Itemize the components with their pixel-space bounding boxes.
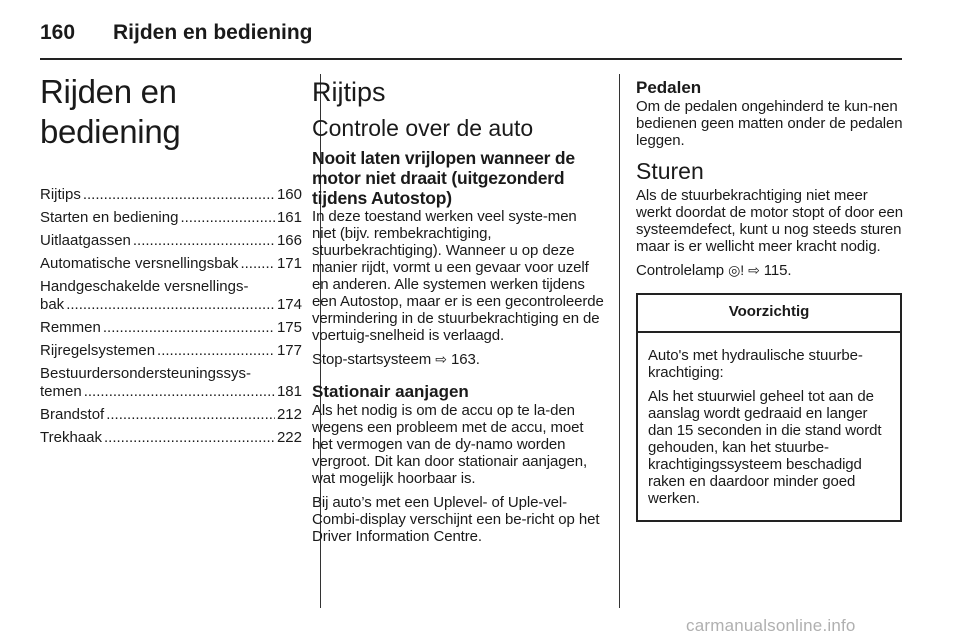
- page-header: [40, 18, 900, 52]
- page-number: 160: [40, 21, 76, 44]
- topic-heading-pedalen: Pedalen: [636, 78, 702, 97]
- toc-entry-label: bak: [40, 296, 65, 313]
- toc-entry[interactable]: [40, 319, 302, 337]
- page-arrow-icon: ⇨: [435, 351, 447, 367]
- toc-entry[interactable]: [40, 278, 302, 314]
- toc-entry-label-line1: Bestuurdersondersteuningssys-: [40, 365, 251, 382]
- chapter-title: Rijden en bediening: [40, 73, 181, 150]
- toc-leader-dots: [66, 296, 275, 314]
- toc-entry[interactable]: [40, 429, 302, 447]
- subsection-heading-sturen: Sturen: [636, 158, 704, 184]
- running-section-title: Rijden en bediening: [113, 21, 313, 44]
- subsection-heading-controle: Controle over de auto: [312, 115, 534, 141]
- toc-entry-label: Brandstof: [40, 406, 105, 423]
- toc-entry[interactable]: [40, 186, 302, 204]
- caution-title: Voorzichtig: [638, 295, 900, 333]
- toc-leader-dots: [133, 232, 275, 250]
- caution-paragraph-2: Als het stuurwiel geheel tot aan de aanslag wordt gedraaid en langer dan 15 seconden in die stand wordt gehouden, kan het stuurbe-krachtigingssysteem beschadigd raken en daardoor minder goed werken.: [648, 388, 882, 507]
- column-divider-2: [619, 74, 620, 608]
- toc-entry[interactable]: [40, 255, 302, 273]
- toc-entry-page: 212: [276, 406, 302, 423]
- toc-entry-label: Remmen: [40, 319, 101, 336]
- toc-entry[interactable]: [40, 365, 302, 401]
- toc-leader-dots: [104, 429, 275, 447]
- toc-leader-dots: [157, 342, 275, 360]
- toc-entry-row: [40, 406, 302, 424]
- paragraph-display: Bij auto’s met een Uplevel- of Uple-vel-Combi-display verschijnt een be-richt op het Driver Information Centre.: [312, 494, 600, 545]
- paragraph-sturen: Als de stuurbekrachtiging niet meer werkt doordat de motor stopt of door een systeemdefect, kunt u nog steeds sturen maar is er wellicht meer kracht nodig.: [636, 187, 903, 255]
- toc-entry-page: 222: [276, 429, 302, 446]
- toc-entry-row: [40, 186, 302, 204]
- toc-entry-page: 161: [276, 209, 302, 226]
- toc-entry-row: [40, 255, 302, 273]
- toc-leader-dots: [83, 186, 275, 204]
- paragraph-pedalen: Om de pedalen ongehinderd te kun-nen bedienen geen matten onder de pedalen leggen.: [636, 98, 903, 149]
- paragraph-stationair: Als het nodig is om de accu op te la-den wegens een probleem met de accu, moet het vermogen van de dy-namo worden vergroot. Dit kan door stationair aanjagen, wat mogelijk hoorbaar is.: [312, 402, 588, 487]
- toc-entry-label: temen: [40, 383, 82, 400]
- toc-entry-page: 177: [276, 342, 302, 359]
- toc-leader-dots: [106, 406, 275, 424]
- toc-entry-row: [40, 209, 302, 227]
- toc-entry-page: 160: [276, 186, 302, 203]
- paragraph-vrijlopen: In deze toestand werken veel syste-men niet (bijv. rembekrachtiging, stuurbekrachtiging). Wanneer u op deze manier rijdt, vormt u een gevaar voor uzelf en anderen. Alle systemen werken tijdens een Autostop, maar er is een gecontroleerde vermindering in de stuurbekrachtiging en de voertuig-snelheid is verlaagd.: [312, 208, 604, 344]
- toc-leader-dots: [180, 209, 275, 227]
- toc-entry-row: [40, 429, 302, 447]
- toc-entry[interactable]: [40, 232, 302, 250]
- page-link-163[interactable]: 163.: [450, 351, 480, 368]
- toc-entry-row: [40, 232, 302, 250]
- header-rule: [40, 58, 902, 60]
- toc-entry-page: 181: [276, 383, 302, 400]
- toc-entry-label: Uitlaatgassen: [40, 232, 131, 249]
- page-arrow-icon: ⇨: [748, 262, 760, 278]
- toc-entry[interactable]: [40, 209, 302, 227]
- reference-label: Controlelamp: [636, 262, 725, 279]
- toc-leader-dots: [103, 319, 275, 337]
- steering-warning-lamp-icon: ◎!: [728, 262, 744, 278]
- toc-entry-page: 174: [276, 296, 302, 313]
- toc-entry-label: Rijregelsystemen: [40, 342, 156, 359]
- rijtips-column: [312, 72, 604, 552]
- toc-entry-label: Starten en bediening: [40, 209, 179, 226]
- reference-label: Stop-startsysteem: [312, 351, 432, 368]
- toc-entry[interactable]: [40, 342, 302, 360]
- pedalen-sturen-column: [636, 72, 904, 522]
- toc-entry-row: [40, 342, 302, 360]
- toc-entry[interactable]: [40, 406, 302, 424]
- toc-entry-row: [40, 296, 302, 314]
- toc-leader-dots: [84, 383, 275, 401]
- watermark: carmanualsonline.info: [686, 616, 856, 635]
- toc-leader-dots: [240, 255, 275, 273]
- toc-entry-row: [40, 383, 302, 401]
- toc-entry-label-line1: Handgeschakelde versnellings-: [40, 278, 249, 295]
- caution-box: [636, 293, 902, 522]
- toc-entry-page: 166: [276, 232, 302, 249]
- toc-entry-label: Automatische versnellingsbak: [40, 255, 239, 272]
- section-heading-rijtips: Rijtips: [312, 77, 386, 107]
- toc-entry-row: [40, 319, 302, 337]
- reference-controlelamp: [636, 262, 904, 279]
- toc-entry-page: 175: [276, 319, 302, 336]
- toc-column: [40, 72, 302, 452]
- table-of-contents: [40, 186, 302, 447]
- toc-entry-label: Trekhaak: [40, 429, 102, 446]
- reference-stop-start: [312, 351, 604, 368]
- caution-paragraph-1: Auto's met hydraulische stuurbe-krachtiging:: [648, 347, 863, 381]
- page-link-115[interactable]: 115.: [763, 262, 792, 279]
- toc-entry-label: Rijtips: [40, 186, 81, 203]
- toc-entry-page: 171: [276, 255, 302, 272]
- caution-body: [638, 333, 900, 520]
- topic-heading-vrijlopen: Nooit laten vrijlopen wanneer de motor niet draait (uitgezonderd tijdens Autostop): [312, 148, 575, 208]
- topic-heading-stationair: Stationair aanjagen: [312, 382, 469, 401]
